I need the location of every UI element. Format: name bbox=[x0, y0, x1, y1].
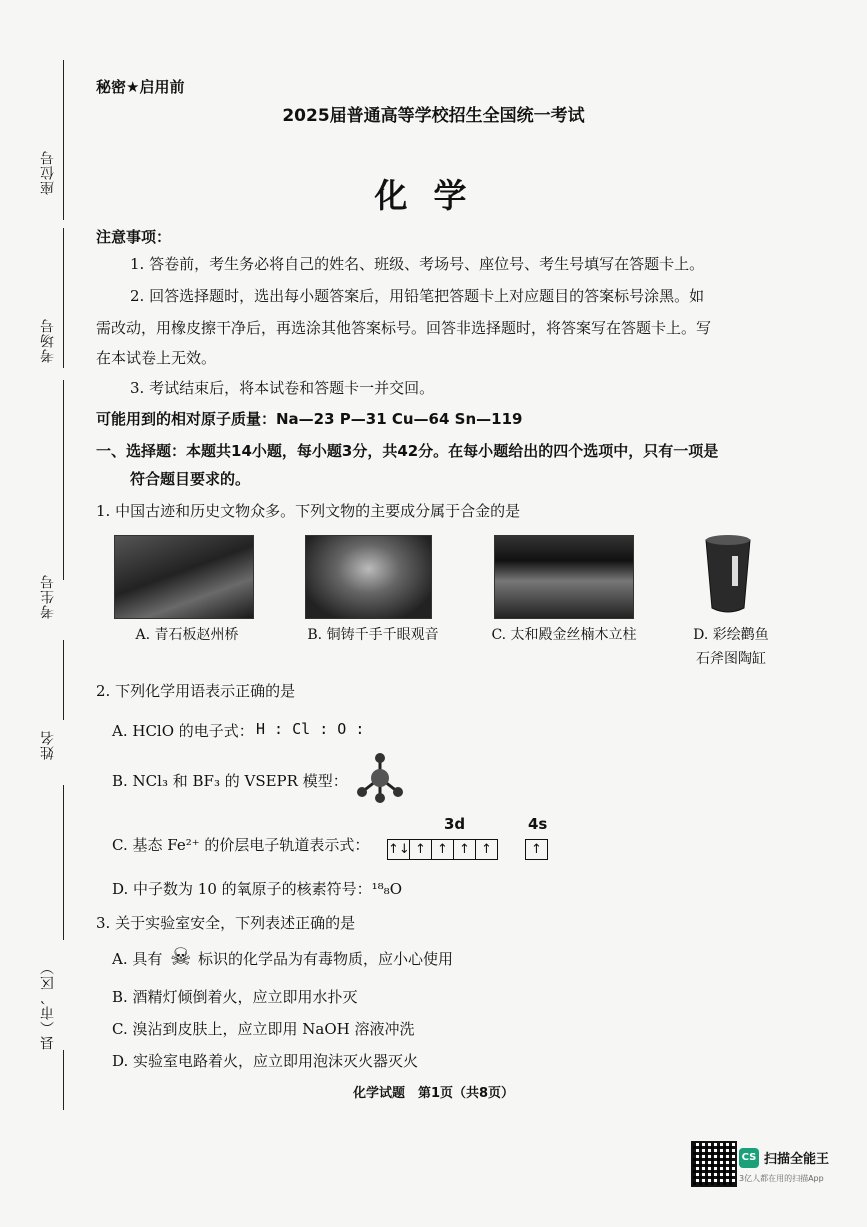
atomic-mass: 可能用到的相对原子质量：Na—23 P—31 Cu—64 Sn—119 bbox=[96, 410, 523, 428]
page-footer: 化学试题 第1页（共8页） bbox=[352, 1086, 515, 1101]
orbital-box: ↑ bbox=[453, 839, 476, 860]
q1-option-d-line2: 石斧图陶缸 bbox=[696, 651, 766, 667]
secret-mark: 秘密★启用前 bbox=[96, 78, 185, 96]
q2-option-d: D. 中子数为 10 的氧原子的核素符号：¹⁸₈O bbox=[112, 880, 402, 898]
qr-code-icon bbox=[691, 1141, 737, 1187]
orbital-label-4s: 4s bbox=[528, 815, 548, 833]
notice-item-2b: 需改动，用橡皮擦干净后，再选涂其他答案标号。回答非选择题时，将答案写在答题卡上。写 bbox=[96, 319, 712, 337]
orbital-diagram-4s bbox=[526, 838, 548, 860]
q1-option-d-line1: D. 彩绘鹳鱼 bbox=[693, 627, 769, 643]
taihe-hall-photo bbox=[494, 535, 634, 619]
orbital-diagram-3d bbox=[388, 838, 498, 860]
orbital-box: ↑ bbox=[431, 839, 454, 860]
q3-option-b: B. 酒精灯倾倒着火，应立即用水扑灭 bbox=[112, 988, 358, 1006]
guanyin-statue-photo bbox=[305, 535, 432, 619]
pottery-jar-photo bbox=[702, 532, 754, 616]
q1-option-c: C. 太和殿金丝楠木立柱 bbox=[491, 627, 637, 643]
cs-logo-icon: CS bbox=[739, 1148, 759, 1168]
q1-stem: 1. 中国古迹和历史文物众多。下列文物的主要成分属于合金的是 bbox=[96, 502, 521, 520]
binding-line bbox=[63, 640, 64, 720]
q2-option-c: C. 基态 Fe²⁺ 的价层电子轨道表示式： bbox=[112, 836, 370, 854]
vsepr-model-icon bbox=[354, 752, 406, 804]
binding-line bbox=[63, 785, 64, 940]
orbital-box: ↑ bbox=[475, 839, 498, 860]
q3-stem: 3. 关于实验室安全，下列表述正确的是 bbox=[96, 914, 356, 932]
notice-item-1: 1. 答卷前，考生务必将自己的姓名、班级、考场号、座位号、考生号填写在答题卡上。 bbox=[130, 255, 705, 273]
exam-title: 2025届普通高等学校招生全国统一考试 bbox=[282, 106, 585, 126]
county-label: 县（市、区） bbox=[40, 960, 56, 1050]
q2-option-a: A. HClO 的电子式： bbox=[112, 722, 254, 740]
q3-option-a-text: 标识的化学品为有毒物质，应小心使用 bbox=[198, 950, 454, 968]
scanner-tagline: 3亿人都在用的扫描App bbox=[739, 1174, 824, 1183]
q2-option-b: B. NCl₃ 和 BF₃ 的 VSEPR 模型： bbox=[112, 772, 348, 790]
hclo-electron-formula: H : Cl : O : bbox=[256, 720, 365, 738]
scanner-app-name: 扫描全能王 bbox=[764, 1152, 830, 1167]
q3-option-d: D. 实验室电路着火，应立即用泡沫灭火器灭火 bbox=[112, 1052, 419, 1070]
q2-stem: 2. 下列化学用语表示正确的是 bbox=[96, 682, 296, 700]
subject-title: 化学 bbox=[374, 176, 493, 215]
section1-line2: 符合题目要求的。 bbox=[130, 470, 251, 488]
skull-crossbones-icon: ☠ bbox=[170, 943, 192, 971]
name-label: 姓名 bbox=[40, 730, 56, 760]
q1-option-b: B. 铜铸千手千眼观音 bbox=[307, 627, 439, 643]
q3-option-c: C. 溴沾到皮肤上，应立即用 NaOH 溶液冲洗 bbox=[112, 1020, 415, 1038]
zhaozhou-bridge-photo bbox=[114, 535, 254, 619]
orbital-box: ↑↓ bbox=[387, 839, 410, 860]
orbital-box: ↑ bbox=[409, 839, 432, 860]
notice-item-2a: 2. 回答选择题时，选出每小题答案后，用铅笔把答题卡上对应题目的答案标号涂黑。如 bbox=[130, 287, 705, 305]
q3-option-a-prefix: A. 具有 bbox=[112, 950, 163, 968]
student-id-label: 考生号 bbox=[40, 574, 56, 619]
section1-line1: 一、选择题：本题共14小题，每小题3分，共42分。在每小题给出的四个选项中，只有一项是 bbox=[96, 442, 719, 460]
orbital-label-3d: 3d bbox=[444, 815, 466, 833]
seat-label: 座位号 bbox=[40, 150, 56, 195]
q1-option-a: A. 青石板赵州桥 bbox=[135, 627, 239, 643]
notice-item-2c: 在本试卷上无效。 bbox=[96, 349, 217, 367]
room-label: 考场号 bbox=[40, 318, 56, 363]
binding-line bbox=[63, 380, 64, 580]
notice-item-3: 3. 考试结束后，将本试卷和答题卡一并交回。 bbox=[130, 379, 435, 397]
binding-line bbox=[63, 228, 64, 368]
binding-line bbox=[63, 1050, 64, 1110]
notice-heading: 注意事项： bbox=[96, 228, 172, 246]
orbital-box: ↑ bbox=[525, 839, 548, 860]
